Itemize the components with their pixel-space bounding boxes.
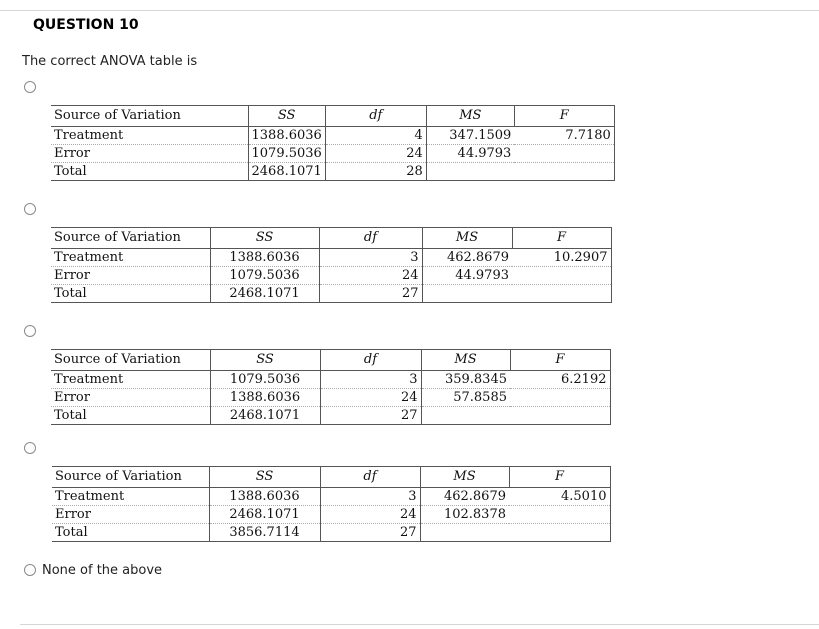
header-ss: SS [210,350,320,371]
cell-total-f [514,163,614,181]
cell-total-df: 27 [320,407,421,425]
cell-error-f [509,506,610,524]
header-f: F [514,106,614,127]
cell-error-ss: 1079.5036 [248,145,325,163]
cell-total-df: 28 [325,163,426,181]
cell-treatment-ss: 1388.6036 [209,488,320,506]
header-ss: SS [209,467,320,488]
header-df: df [325,106,426,127]
header-ms: MS [421,350,510,371]
cell-total-ms [421,407,510,425]
table-row-treatment [52,488,610,506]
cell-treatment-df: 3 [320,371,421,389]
cell-treatment-ss: 1079.5036 [210,371,320,389]
cell-treatment-ms: 347.1509 [426,127,514,145]
radio-option-3[interactable] [24,325,36,337]
header-df: df [319,228,422,249]
cell-treatment-df: 3 [319,249,422,267]
cell-error-df: 24 [320,506,420,524]
bottom-divider [20,624,819,625]
cell-treatment-ms: 462.8679 [422,249,512,267]
header-source: Source of Variation [51,228,210,249]
table-header-row [51,228,611,249]
cell-error-f [510,389,610,407]
header-source: Source of Variation [51,350,210,371]
header-source: Source of Variation [51,106,248,127]
cell-total-f [512,285,611,303]
cell-error-df: 24 [325,145,426,163]
anova-table-option-1 [51,105,615,181]
table-row-treatment [51,249,611,267]
cell-total-source: Total [51,163,248,181]
table-header-row [52,467,610,488]
table-row-error [51,267,611,285]
none-of-the-above-label[interactable]: None of the above [42,563,163,578]
header-f: F [510,350,610,371]
cell-treatment-f: 10.2907 [512,249,611,267]
cell-total-df: 27 [320,524,420,542]
cell-error-ss: 1079.5036 [210,267,319,285]
radio-option-1[interactable] [24,81,36,93]
cell-total-f [509,524,610,542]
table-row-total [51,285,611,303]
cell-error-df: 24 [320,389,421,407]
radio-none-of-the-above[interactable] [24,564,36,576]
cell-error-ms: 102.8378 [420,506,509,524]
question-title: QUESTION 10 [33,17,139,33]
table-row-error [52,506,610,524]
header-source: Source of Variation [52,467,209,488]
cell-treatment-df: 3 [320,488,420,506]
cell-total-ss: 3856.7114 [209,524,320,542]
table-row-total [51,163,614,181]
header-ms: MS [422,228,512,249]
cell-total-source: Total [51,407,210,425]
cell-treatment-f: 6.2192 [510,371,610,389]
cell-treatment-df: 4 [325,127,426,145]
cell-total-ss: 2468.1071 [210,285,319,303]
cell-treatment-ms: 462.8679 [420,488,509,506]
cell-total-ms [422,285,512,303]
cell-error-ms: 57.8585 [421,389,510,407]
cell-treatment-source: Treatment [51,127,248,145]
cell-treatment-source: Treatment [51,249,210,267]
anova-table-option-2 [51,227,612,303]
cell-total-source: Total [51,285,210,303]
cell-treatment-source: Treatment [52,488,209,506]
header-df: df [320,467,420,488]
header-df: df [320,350,421,371]
cell-error-source: Error [52,506,209,524]
table-row-total [51,407,610,425]
cell-total-f [510,407,610,425]
table-row-error [51,145,614,163]
cell-treatment-f: 7.7180 [514,127,614,145]
header-f: F [509,467,610,488]
cell-error-df: 24 [319,267,422,285]
radio-option-4[interactable] [24,442,36,454]
table-header-row [51,106,614,127]
question-prompt: The correct ANOVA table is [22,54,198,69]
header-f: F [512,228,611,249]
cell-error-source: Error [51,389,210,407]
cell-error-source: Error [51,267,210,285]
cell-error-f [512,267,611,285]
cell-error-ms: 44.9793 [426,145,514,163]
anova-table-option-4 [52,466,611,542]
table-row-treatment [51,127,614,145]
cell-treatment-ss: 1388.6036 [248,127,325,145]
cell-treatment-ms: 359.8345 [421,371,510,389]
table-row-treatment [51,371,610,389]
cell-error-source: Error [51,145,248,163]
cell-treatment-f: 4.5010 [509,488,610,506]
table-row-total [52,524,610,542]
cell-total-ms [426,163,514,181]
cell-error-ss: 1388.6036 [210,389,320,407]
cell-total-ms [420,524,509,542]
header-ss: SS [248,106,325,127]
cell-error-ms: 44.9793 [422,267,512,285]
table-row-error [51,389,610,407]
cell-total-df: 27 [319,285,422,303]
radio-option-2[interactable] [24,203,36,215]
cell-total-source: Total [52,524,209,542]
anova-table-option-3 [51,349,611,425]
cell-treatment-ss: 1388.6036 [210,249,319,267]
header-ss: SS [210,228,319,249]
cell-total-ss: 2468.1071 [210,407,320,425]
header-ms: MS [420,467,509,488]
header-ms: MS [426,106,514,127]
cell-total-ss: 2468.1071 [248,163,325,181]
top-divider [0,10,819,11]
cell-error-f [514,145,614,163]
table-header-row [51,350,610,371]
cell-treatment-source: Treatment [51,371,210,389]
cell-error-ss: 2468.1071 [209,506,320,524]
